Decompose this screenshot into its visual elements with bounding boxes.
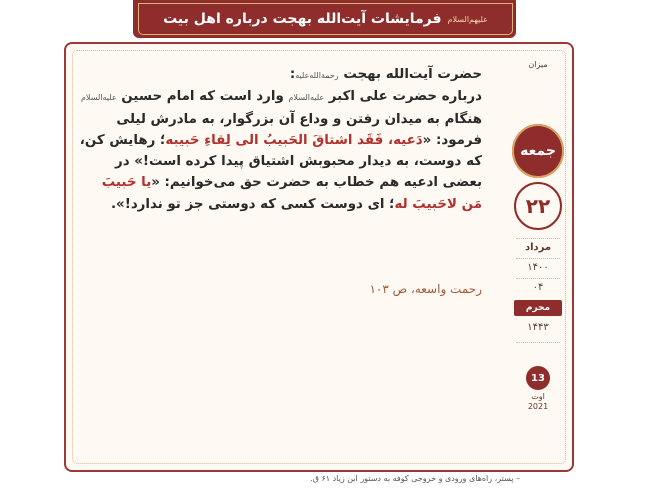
day-name-badge [512,124,564,178]
header [138,3,513,35]
header-honorific: علیهم‌السلام [447,14,488,24]
header-title: فرمایشات آیت‌الله بهجت درباره اهل بیت [163,11,442,27]
quote-line-1 [78,86,482,108]
day-number: ۲۲ [525,194,551,218]
gregorian-day-circle: 13 [526,366,550,390]
month-number: ۰۴ [532,282,544,293]
quote-text [78,64,482,215]
day-number-circle [514,182,562,230]
quote-line-4: که دوست، به دیدار محبوبش اشتیاق پیدا کرده است!» در [114,154,482,170]
solar-year: ۱۴۰۰ [527,262,549,273]
hijri-year: ۱۴۴۳ [527,322,549,333]
divider [516,342,560,343]
line1-part-b: وارد است که امام حسین [121,89,284,105]
source-citation: رحمت واسعه، ص ۱۰۳ [369,282,482,296]
hijri-month-badge: محرم [514,300,562,316]
line6-part-b: ؛ ای دوست کسی که دوستی جز تو ندارد!». [110,196,395,212]
heading-text: حضرت آیت‌الله بهجت [343,67,482,82]
quote-line-5 [78,172,482,193]
gregorian-month: اوت [531,392,545,401]
line3-part-b: ؛ رهایش کن، [79,132,166,148]
line5-part-a: بعضی ادعیه هم خطاب به حضرت حق می‌خوانیم: « [151,175,482,191]
gregorian-year: 2021 [527,402,549,411]
line3-highlight: دَعیه، فَقَد اشتاقَ الحَبیبُ الی لِقاءِ حَبیبه [165,132,423,148]
line1-honorific-2: علیه‌السلام [80,93,117,103]
line1-honorific: علیه‌السلام [288,93,325,103]
date-sidebar [508,60,568,465]
line1-part-a: درباره حضرت علی اکبر [328,89,482,105]
line5-highlight: یا حَبیبَ [101,175,152,191]
divider [516,258,560,259]
quote-line-3 [78,130,482,151]
quote-heading: حضرت آیت‌الله بهجت رحمة‌الله‌علیه: [289,67,482,82]
quote-line-2: هنگام به میدان رفتن و وداع آن بزرگوار، به مادرش لیلی [116,111,482,127]
day-name: جمعه [520,143,556,159]
line3-part-a: فرمود: « [422,132,482,148]
solar-month: مرداد [524,242,552,253]
quote-line-6 [78,194,482,215]
divider [516,278,560,279]
heading-honorific: رحمة‌الله‌علیه [295,71,339,80]
mizan-label: میزان [528,60,548,69]
line6-highlight: مَن لاحَبیبَ له [394,196,482,212]
divider [516,238,560,239]
footnote: – پستر، راه‌های ورودی و خروجی کوفه به دستور ابن زیاد ۶۱ ق. [310,474,520,483]
